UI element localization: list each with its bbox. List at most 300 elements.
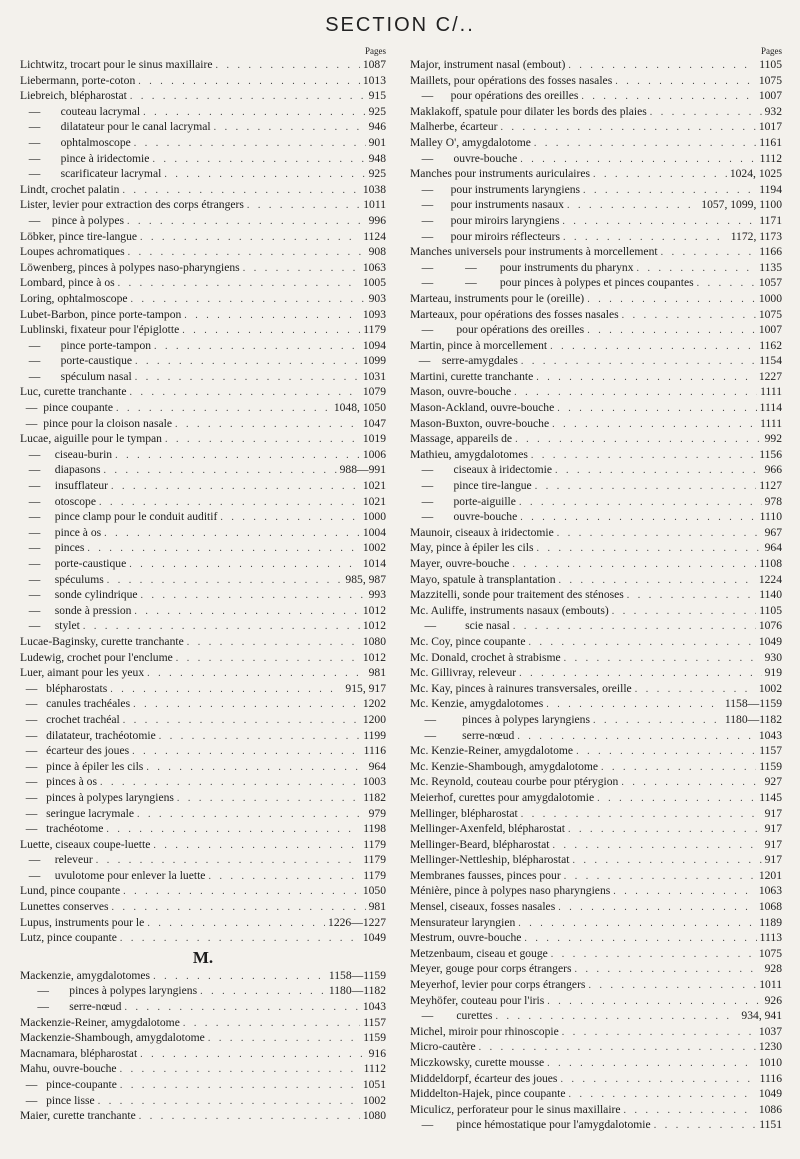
entry-text: Miczkowsky, curette mousse <box>410 1056 545 1069</box>
entry-text: — serre-amygdales <box>410 354 518 368</box>
index-entry <box>20 806 386 822</box>
dot-leader <box>83 619 360 635</box>
dot-leader <box>557 401 756 417</box>
page-number: 1051 <box>362 1078 386 1091</box>
dot-leader <box>87 541 359 557</box>
page-number: 1111 <box>760 385 782 399</box>
entry-text: Loupes achromatiques <box>20 245 125 259</box>
entry-text: Mc. Kenzie, amygdalotomes <box>410 697 544 711</box>
entry-text: Major, instrument nasal (embout) <box>410 58 566 71</box>
page-number: 1161 <box>759 135 782 149</box>
page-number: 1076 <box>758 619 782 633</box>
dot-leader <box>583 183 756 199</box>
page-number: 1127 <box>759 479 782 493</box>
dot-leader <box>208 1031 360 1047</box>
dot-leader <box>140 230 360 246</box>
entry-text: — pince tire-langue <box>410 479 532 493</box>
index-entry <box>20 478 386 494</box>
index-entry <box>20 983 386 999</box>
entry-text: — pince lisse <box>20 1093 95 1107</box>
index-entry <box>20 73 386 89</box>
entry-text: — crochet trachéal <box>20 712 120 726</box>
page-number: 964 <box>368 759 386 773</box>
page-number: 1180—1182 <box>328 984 386 998</box>
index-entry <box>410 930 782 946</box>
page-number: 1124 <box>363 229 386 243</box>
index-entry <box>20 712 386 728</box>
index-entry <box>410 182 782 198</box>
index-entry <box>410 1117 782 1133</box>
index-entry <box>410 868 782 884</box>
page-number: 1014 <box>362 557 386 570</box>
index-entry <box>410 197 782 213</box>
dot-leader <box>98 1094 360 1110</box>
page-number: 967 <box>764 525 782 539</box>
dot-leader <box>697 276 756 292</box>
index-entry <box>410 275 782 291</box>
dot-leader <box>574 962 761 978</box>
page-number: 1158—1159 <box>328 968 386 982</box>
page-number: 1038 <box>362 182 386 196</box>
entry-text: — pince-coupante <box>20 1078 117 1091</box>
page-number: 946 <box>368 120 386 134</box>
index-entry <box>410 993 782 1009</box>
entry-text: — releveur <box>20 853 93 867</box>
index-entry <box>410 104 782 120</box>
entry-text: Loring, ophtalmoscope <box>20 291 128 305</box>
section-letter: M. <box>192 947 214 967</box>
entry-text: — dilatateur, trachéotomie <box>20 728 156 742</box>
dot-leader <box>593 713 722 729</box>
page-number: 916 <box>368 1046 386 1060</box>
dot-leader <box>552 417 757 433</box>
page-number: 1080 <box>362 634 386 648</box>
index-entry <box>410 899 782 915</box>
entry-text: Martin, pince à morcellement <box>410 338 548 352</box>
page-number: 1087 <box>362 58 386 71</box>
page-number: 1172, 1173 <box>730 229 782 243</box>
page-number: 1166 <box>759 245 782 259</box>
entry-text: Lunettes conserves <box>20 900 109 914</box>
entry-text: Mathieu, amygdalotomes <box>410 447 528 461</box>
index-entry <box>410 665 782 681</box>
index-entry <box>20 57 386 73</box>
dot-leader <box>143 105 366 121</box>
index-entry <box>410 634 782 650</box>
dot-leader <box>106 822 360 838</box>
index-entry <box>20 1093 386 1109</box>
dot-leader <box>520 152 756 168</box>
dot-leader <box>513 619 756 635</box>
entry-text: — pour miroirs réflecteurs <box>410 229 561 243</box>
dot-leader <box>153 969 326 985</box>
page-number: 917 <box>764 837 782 851</box>
dot-leader <box>153 838 360 854</box>
dot-leader <box>123 713 360 729</box>
dot-leader <box>546 697 722 713</box>
entry-text: Maillets, pour opérations des fosses nasales <box>410 73 613 87</box>
dot-leader <box>581 89 755 105</box>
entry-text: Mason-Buxton, ouvre-bouche <box>410 416 550 430</box>
index-entry <box>20 618 386 634</box>
entry-text: — dilatateur pour le canal lacrymal <box>20 120 211 134</box>
index-entry <box>20 556 386 572</box>
entry-text: — canules trachéales <box>20 697 131 711</box>
entry-text: — sonde à pression <box>20 603 132 617</box>
page-number: 1179 <box>363 323 386 337</box>
page-number: 1093 <box>362 307 386 321</box>
entry-text: Mackenzie-Shambough, amygdalotome <box>20 1031 205 1045</box>
dot-leader <box>214 120 366 136</box>
entry-text: — porte-caustique <box>20 354 133 368</box>
index-entry <box>20 1046 386 1062</box>
entry-text: — pour opérations des oreilles <box>410 89 579 103</box>
entry-text: — scie nasal <box>410 619 510 633</box>
dot-leader <box>154 339 360 355</box>
dot-leader <box>120 1062 361 1078</box>
pages-label: Pages <box>365 46 386 56</box>
index-entry <box>20 135 386 151</box>
page-number: 1200 <box>362 712 386 726</box>
page-number: 964 <box>764 541 782 555</box>
entry-text: Martini, curette tranchante <box>410 369 534 383</box>
index-entry <box>20 400 386 416</box>
entry-text: — pince à iridectomie <box>20 151 150 165</box>
dot-leader <box>661 245 757 261</box>
page-number: 1199 <box>363 728 386 742</box>
dot-leader <box>587 292 756 308</box>
page-number: 981 <box>368 900 386 914</box>
dot-leader <box>518 916 756 932</box>
dot-leader <box>612 604 756 620</box>
entry-text: Marteau, instruments pour le (oreille) <box>410 291 585 305</box>
page-number: 915, 917 <box>345 681 386 695</box>
entry-text: Mazzitelli, sonde pour traitement des sténoses <box>410 588 624 602</box>
entry-text: Malley O', amygdalotome <box>410 135 531 149</box>
entry-text: Lucae-Baginsky, curette tranchante <box>20 634 184 648</box>
page-number: 1012 <box>362 650 386 664</box>
dot-leader <box>521 807 762 823</box>
dot-leader <box>127 214 366 230</box>
index-entry <box>20 774 386 790</box>
index-entry <box>410 478 782 494</box>
dot-leader <box>134 604 359 620</box>
index-entry <box>410 88 782 104</box>
dot-leader <box>650 105 762 121</box>
dot-leader <box>96 853 360 869</box>
page-number: 1002 <box>362 1093 386 1107</box>
index-entry <box>20 837 386 853</box>
page-number: 988—991 <box>339 463 386 477</box>
page-number: 1194 <box>759 182 782 196</box>
page-number: 932 <box>764 104 782 118</box>
index-entry <box>410 494 782 510</box>
dot-leader <box>597 791 756 807</box>
entry-text: — seringue lacrymale <box>20 806 134 820</box>
page-number: 1145 <box>759 790 782 804</box>
entry-text: — pinces à os <box>20 775 97 789</box>
dot-leader <box>116 401 331 417</box>
dot-leader <box>123 884 360 900</box>
dot-leader <box>146 760 365 776</box>
page-number: 993 <box>368 588 386 602</box>
entry-text: — pour instruments laryngiens <box>410 182 581 196</box>
entry-text: — porte-caustique <box>20 557 127 570</box>
entry-text: Mellinger-Beard, blépharostat <box>410 837 550 851</box>
entry-text: Liebermann, porte-coton <box>20 73 136 87</box>
entry-text: Luette, ciseaux coupe-luette <box>20 837 151 851</box>
entry-text: Lublinski, fixateur pour l'épiglotte <box>20 323 180 337</box>
entry-text: Maier, curette tranchante <box>20 1109 136 1123</box>
dot-leader <box>479 1040 756 1056</box>
page-number: 919 <box>764 666 782 680</box>
page-number: 1116 <box>363 744 386 758</box>
index-entry <box>20 1077 386 1093</box>
entry-text: — diapasons <box>20 463 101 477</box>
page-number: 1179 <box>363 868 386 882</box>
index-entry <box>410 244 782 260</box>
index-entry <box>20 1108 386 1124</box>
page-number: 1011 <box>759 978 782 992</box>
entry-text: — ciseau-burin <box>20 447 113 461</box>
dot-leader <box>555 463 762 479</box>
entry-text: Mellinger-Axenfeld, blépharostat <box>410 822 565 836</box>
entry-text: Lister, levier pour extraction des corps étrangers <box>20 198 244 212</box>
index-entry <box>410 525 782 541</box>
index-entry <box>410 759 782 775</box>
page-number: 1198 <box>363 822 386 836</box>
dot-leader <box>243 261 360 277</box>
dot-leader <box>138 74 360 90</box>
entry-text: Ménière, pince à polypes naso pharyngiens <box>410 884 611 898</box>
dot-leader <box>164 167 365 183</box>
dot-leader <box>124 1000 359 1016</box>
dot-leader <box>182 323 360 339</box>
page-number: 1135 <box>759 260 782 274</box>
entry-text: — — pour instruments du pharynx <box>410 260 634 274</box>
page-number: 1105 <box>759 58 782 71</box>
entry-text: May, pince à épiler les cils <box>410 541 534 555</box>
index-entry <box>20 572 386 588</box>
index-entry <box>20 852 386 868</box>
page-number: 1068 <box>758 900 782 914</box>
page-number: 1080 <box>362 1109 386 1123</box>
page-number: 901 <box>368 135 386 149</box>
dot-leader <box>622 308 756 324</box>
index-entry <box>20 369 386 385</box>
page-number: 966 <box>764 463 782 477</box>
dot-leader <box>550 339 756 355</box>
dot-leader <box>247 198 360 214</box>
entry-text: Macnamara, blépharostat <box>20 1046 138 1060</box>
index-entry <box>20 229 386 245</box>
page-number: 1049 <box>758 1087 782 1101</box>
page-number: 1063 <box>758 884 782 898</box>
entry-text: — spéculum nasal <box>20 369 132 383</box>
dot-leader <box>118 276 360 292</box>
index-entry <box>410 57 782 73</box>
entry-text: Mc. Kay, pinces à rainures transversales, oreille <box>410 681 632 695</box>
dot-leader <box>559 573 756 589</box>
dot-leader <box>534 136 756 152</box>
page-number: 992 <box>764 432 782 446</box>
index-entry <box>20 915 386 931</box>
page-number: 1182 <box>363 790 386 804</box>
dot-leader <box>553 838 762 854</box>
index-entry <box>410 806 782 822</box>
dot-leader <box>588 978 756 994</box>
index-entry <box>20 384 386 400</box>
page-number: 1157 <box>759 744 782 758</box>
dot-leader <box>560 1072 756 1088</box>
entry-text: — pour instruments nasaux <box>410 198 564 212</box>
dot-leader <box>531 448 756 464</box>
page-number: 1157 <box>363 1015 386 1029</box>
index-entry <box>20 1015 386 1031</box>
index-entry <box>20 728 386 744</box>
dot-leader <box>176 651 360 667</box>
page-number: 1002 <box>362 541 386 555</box>
dot-leader <box>104 463 337 479</box>
index-entry <box>410 416 782 432</box>
dot-leader <box>208 869 360 885</box>
dot-leader <box>547 1056 756 1072</box>
dot-leader <box>216 58 360 74</box>
page-number: 1012 <box>362 619 386 633</box>
index-entry <box>20 868 386 884</box>
index-entry <box>410 307 782 323</box>
dot-leader <box>220 510 359 526</box>
entry-text: Lupus, instruments pour le <box>20 915 145 929</box>
page-number: 1057, 1099, 1100 <box>701 198 782 212</box>
index-entry <box>20 462 386 478</box>
entry-text: — stylet <box>20 619 80 633</box>
dot-leader <box>177 791 360 807</box>
dot-leader <box>536 370 756 386</box>
dot-leader <box>524 931 756 947</box>
entry-text: Mellinger-Nettleship, blépharostat <box>410 853 570 867</box>
page-header: SECTION C/.. <box>325 14 475 36</box>
page-number: 1012 <box>362 603 386 617</box>
entry-text: — couteau lacrymal <box>20 104 141 118</box>
dot-leader <box>132 744 361 760</box>
dot-leader <box>562 1025 756 1041</box>
dot-leader <box>147 666 365 682</box>
entry-text: Maklakoff, spatule pour dilater les bords des plaies <box>410 104 647 118</box>
entry-text: Mason-Ackland, ouvre-bouche <box>410 401 555 415</box>
dot-leader <box>528 635 755 651</box>
right-column <box>410 46 782 1133</box>
page-number: 1110 <box>759 510 782 524</box>
index-entry <box>410 961 782 977</box>
entry-text: Metzenbaum, ciseau et gouge <box>410 946 548 960</box>
entry-text: Mc. Gillivray, releveur <box>410 666 517 680</box>
entry-text: Massage, appareils de <box>410 432 513 446</box>
entry-text: Michel, miroir pour rhinoscopie <box>410 1024 559 1038</box>
entry-text: Mackenzie, amygdalotomes <box>20 968 151 982</box>
index-entry <box>20 447 386 463</box>
entry-text: Lund, pince coupante <box>20 884 121 898</box>
page-number: 1140 <box>759 588 782 602</box>
index-entry <box>410 556 782 572</box>
entry-text: Mc. Kenzie-Reiner, amygdalotome <box>410 744 574 758</box>
entry-text: — pince à polypes <box>20 213 124 227</box>
index-entry <box>410 852 782 868</box>
entry-text: Maunoir, ciseaux à iridectomie <box>410 525 554 539</box>
dot-leader <box>624 1103 756 1119</box>
index-entry <box>20 759 386 775</box>
dot-leader <box>615 74 756 90</box>
entry-text: Marteaux, pour opérations des fosses nasales <box>410 307 619 321</box>
index-entry <box>20 260 386 276</box>
entry-text: Mestrum, ouvre-bouche <box>410 931 522 945</box>
index-entry <box>410 447 782 463</box>
dot-leader <box>135 354 360 370</box>
index-entry <box>20 603 386 619</box>
index-entry <box>410 462 782 478</box>
entry-text: Luc, curette tranchante <box>20 385 127 399</box>
dot-leader <box>152 152 365 168</box>
dot-leader <box>104 526 360 542</box>
entry-text: — otoscope <box>20 494 96 508</box>
dot-leader <box>200 984 326 1000</box>
index-entry <box>20 353 386 369</box>
entry-text: Lindt, crochet palatin <box>20 182 120 196</box>
entry-text: — ciseaux à iridectomie <box>410 463 552 477</box>
page-number: 934, 941 <box>741 1009 782 1023</box>
index-entry <box>20 587 386 603</box>
index-entry <box>410 400 782 416</box>
page-number: 1099 <box>362 354 386 368</box>
entry-text: — trachéotome <box>20 822 104 836</box>
index-entry <box>410 837 782 853</box>
entry-text: — ouvre-bouche <box>410 151 518 165</box>
index-entry <box>20 322 386 338</box>
page-number: 1202 <box>362 697 386 711</box>
page-number: 1159 <box>363 1031 386 1045</box>
dot-leader <box>112 900 366 916</box>
entry-text: — pour miroirs laryngiens <box>410 213 560 227</box>
page-number: 1048, 1050 <box>333 401 386 415</box>
page-number: 1013 <box>362 73 386 87</box>
index-entry <box>20 166 386 182</box>
page-number: 1112 <box>759 151 782 165</box>
page-number: 1011 <box>363 198 386 212</box>
dot-leader <box>637 261 757 277</box>
entry-text: — ouvre-bouche <box>410 510 518 524</box>
index-entry <box>20 244 386 260</box>
index-entry <box>410 915 782 931</box>
page-number: 1000 <box>362 510 386 524</box>
page-number: 1105 <box>759 603 782 617</box>
dot-leader <box>141 588 366 604</box>
index-entry <box>20 431 386 447</box>
index-entry <box>410 119 782 135</box>
dot-leader <box>129 557 360 573</box>
index-entry <box>20 696 386 712</box>
page-number: 1171 <box>759 213 782 227</box>
index-entry <box>20 104 386 120</box>
entry-text: Mayo, spatule à transplantation <box>410 572 556 586</box>
index-list <box>20 968 386 1124</box>
index-entry <box>20 338 386 354</box>
index-entry <box>410 151 782 167</box>
index-entry <box>20 119 386 135</box>
index-entry <box>410 353 782 369</box>
page-number: 1006 <box>362 447 386 461</box>
index-entry <box>20 790 386 806</box>
page-number: 1007 <box>758 89 782 103</box>
